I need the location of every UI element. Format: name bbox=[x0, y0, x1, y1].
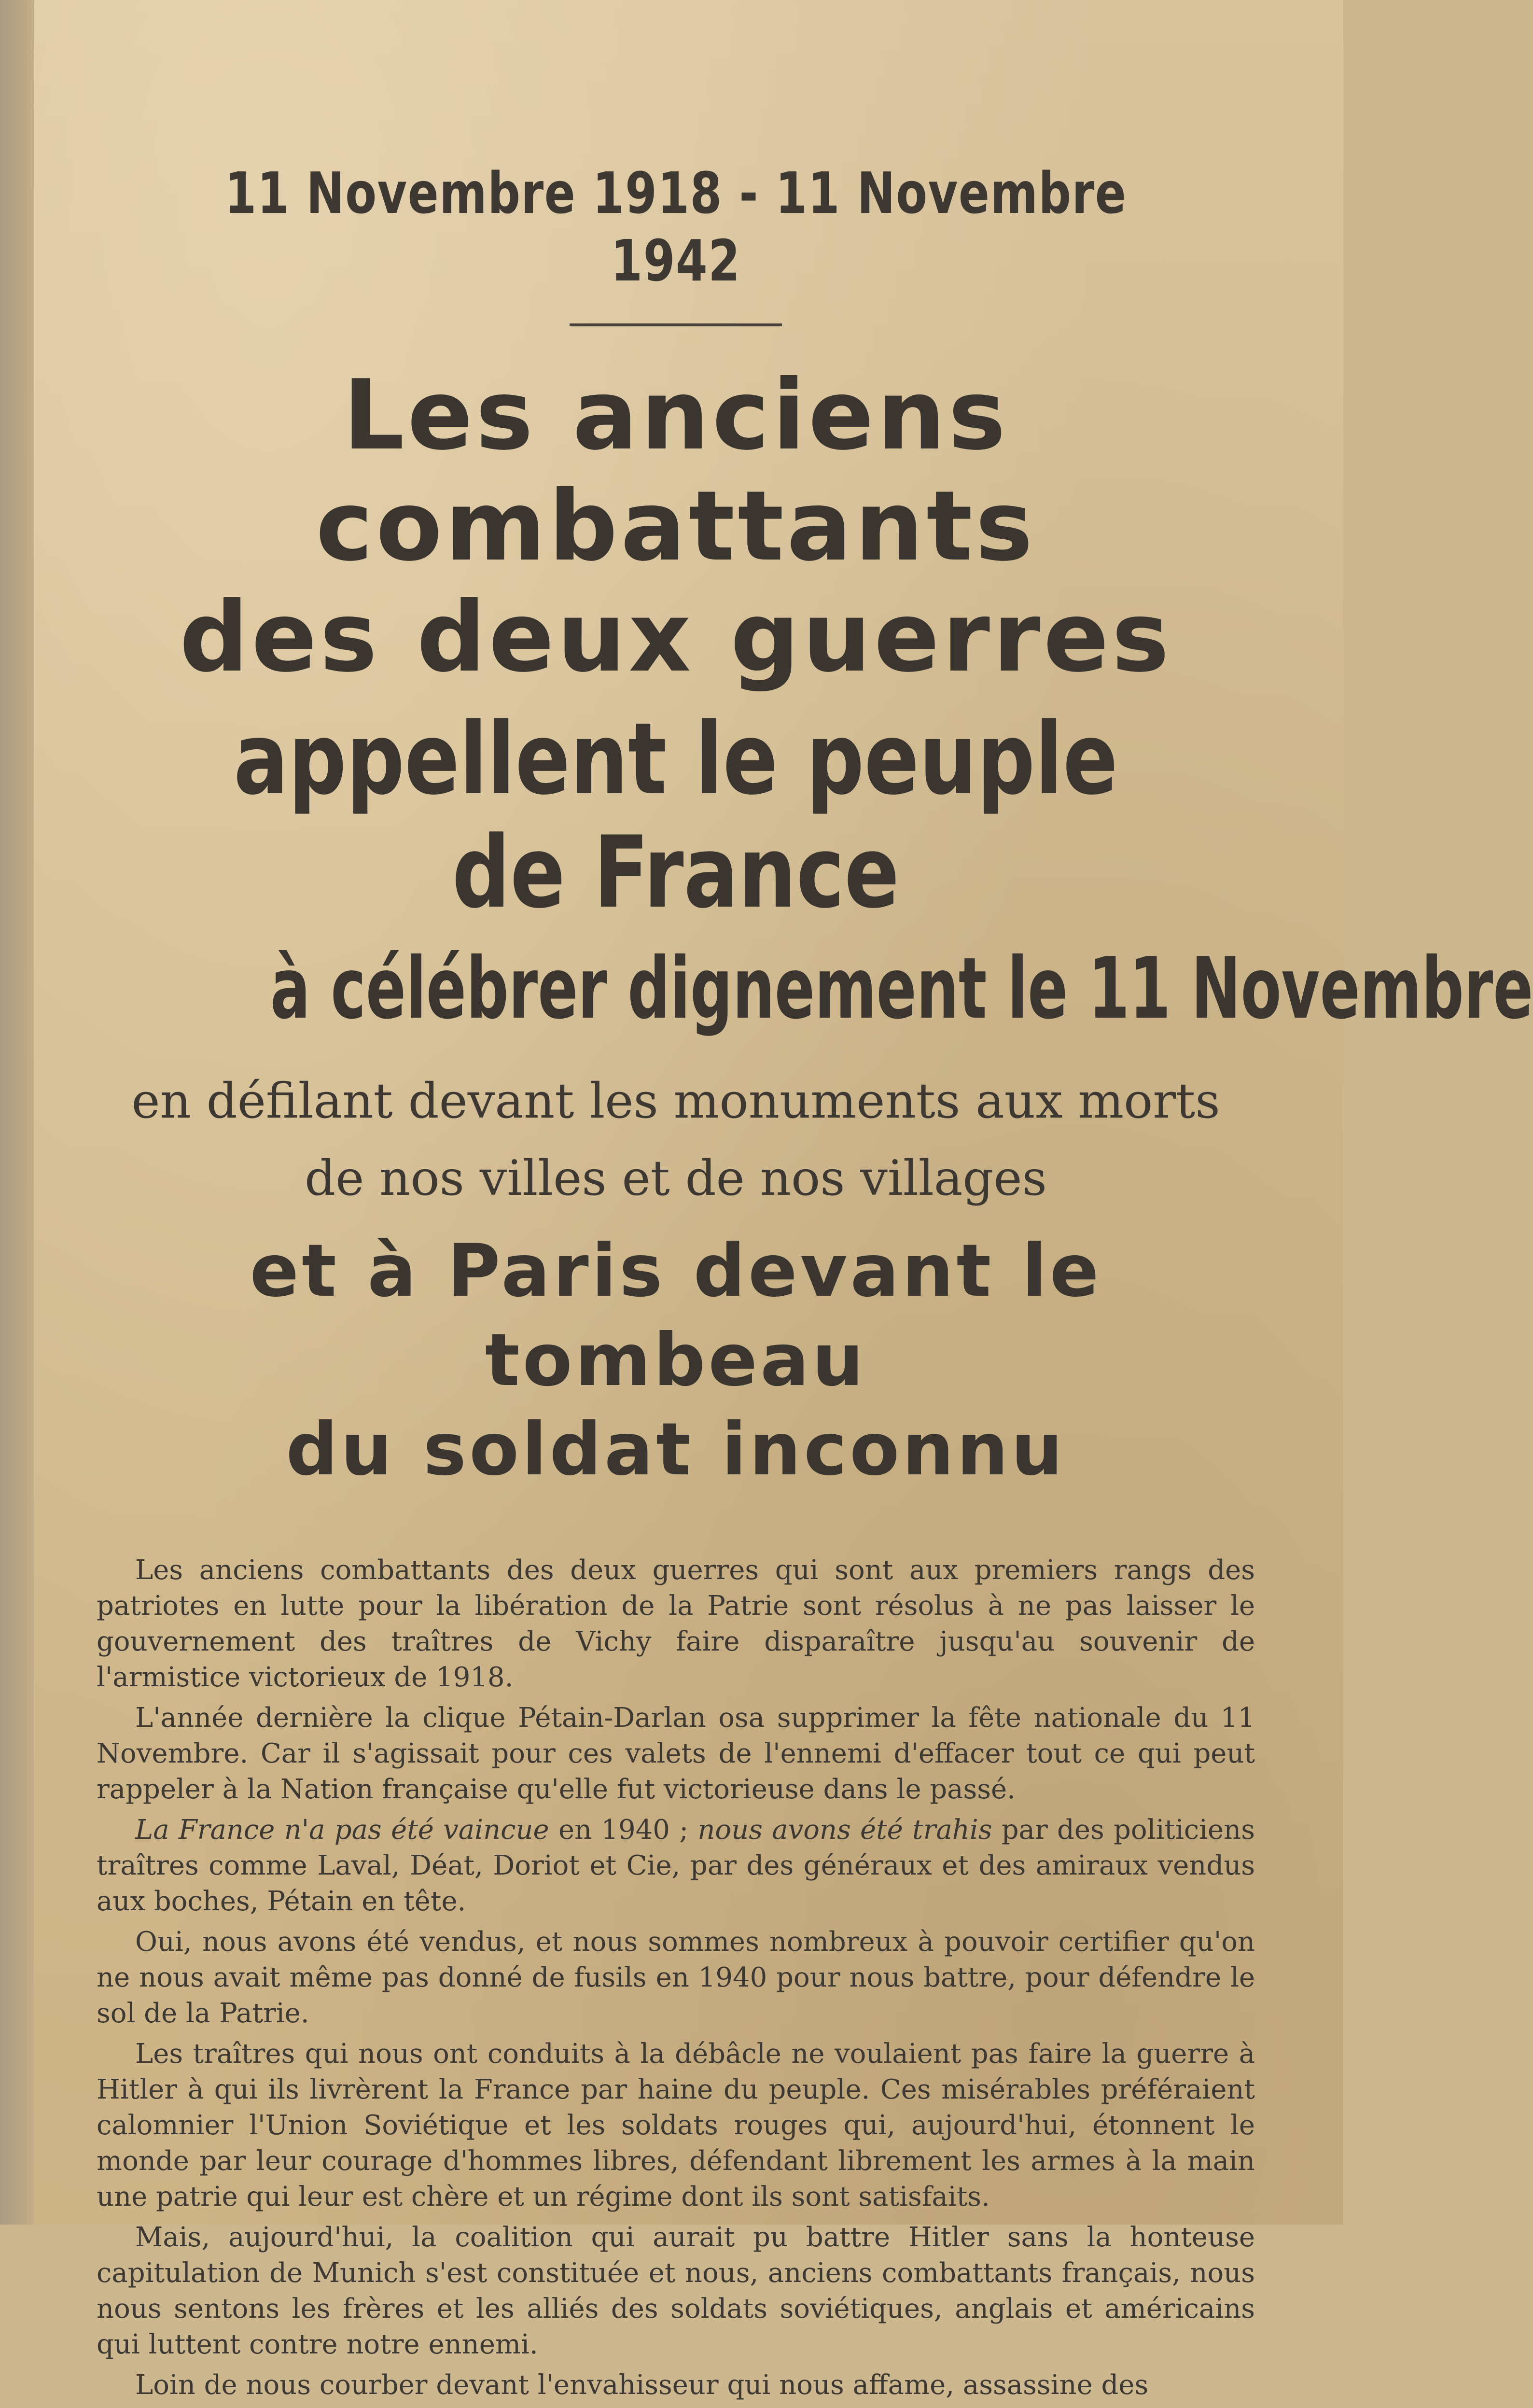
paragraph-3-italic-c: nous avons été trahis bbox=[697, 1814, 992, 1846]
headline-line-1: Les anciens combattants bbox=[316, 359, 1036, 583]
paper-edge bbox=[0, 0, 34, 2225]
date-heading: 11 Novembre 1918 - 11 Novembre 1942 bbox=[224, 160, 1127, 294]
paragraph-7: Loin de nous courber devant l'envahisseur qui nous affame, assassine des bbox=[135, 2369, 1149, 2401]
paragraph-3 bbox=[97, 1812, 1255, 1919]
paragraph-3-text-b: en 1940 ; bbox=[549, 1814, 698, 1846]
subheadline-line-2: de nos villes et de nos villages bbox=[305, 1150, 1047, 1206]
paragraph-2: L'année dernière la clique Pétain-Darlan osa supprimer la fête nationale du 11 Novembre. Car il s'agissait pour ces valets de l'ennemi d'effacer tout ce qui peut rappeler à la Nation française qu'elle fut victorieuse dans le passé. bbox=[97, 1702, 1255, 1805]
paragraph-6: Mais, aujourd'hui, la coalition qui aurait pu battre Hitler sans la honteuse capitulation de Munich s'est constituée et nous, anciens combattants français, nous nous sentons les frères et les alliés des soldats soviétiques, anglais et américains qui luttent contre notre ennemi. bbox=[97, 2222, 1255, 2360]
headline-line-2: des deux guerres bbox=[179, 581, 1172, 694]
headline-line-4: à célébrer dignement le 11 Novembre bbox=[270, 940, 1533, 1038]
headline-line-8: du soldat inconnu bbox=[286, 1408, 1066, 1492]
paragraph-3-italic-a: La France n'a pas été vaincue bbox=[135, 1814, 549, 1846]
paragraph-5: Les traîtres qui nous ont conduits à la débâcle ne voulaient pas faire la guerre à Hitler à qui ils livrèrent la France par haine du peuple. Ces misérables préféraient calomnier l'Union Soviétique et les soldats rouges qui, aujourd'hui, étonnent le monde par leur courage d'hommes libres, défendant librement les armes à la main une patrie qui leur est chère et un régime dont ils sont satisfaits. bbox=[97, 2038, 1255, 2212]
headline-line-7: et à Paris devant le tombeau bbox=[250, 1229, 1102, 1402]
paragraph-4: Oui, nous avons été vendus, et nous sommes nombreux à pouvoir certifier qu'on ne nous avait même pas donné de fusils en 1940 pour nous battre, pour défendre le sol de la Patrie. bbox=[97, 1926, 1255, 2029]
paragraph-3-text-d: par des politiciens traîtres comme Laval, Déat, Doriot et Cie, par des généraux et des amiraux vendus aux boches, Pétain en tête. bbox=[97, 1814, 1255, 1917]
subheadline-line-1: en défilant devant les monuments aux morts bbox=[131, 1073, 1220, 1129]
headline-line-3: appellent le peuple de France bbox=[233, 702, 1118, 930]
tract-content bbox=[97, 159, 1533, 2408]
paragraph-1: Les anciens combattants des deux guerres qui sont aux premiers rangs des patriotes en lutte pour la libération de la Patrie sont résolus à ne pas laisser le gouvernement des traîtres de Vichy faire disparaître jusqu'au souvenir de l'armistice victorieux de 1918. bbox=[97, 1554, 1255, 1693]
body-text bbox=[97, 1553, 1255, 2403]
divider-rule bbox=[570, 323, 782, 326]
